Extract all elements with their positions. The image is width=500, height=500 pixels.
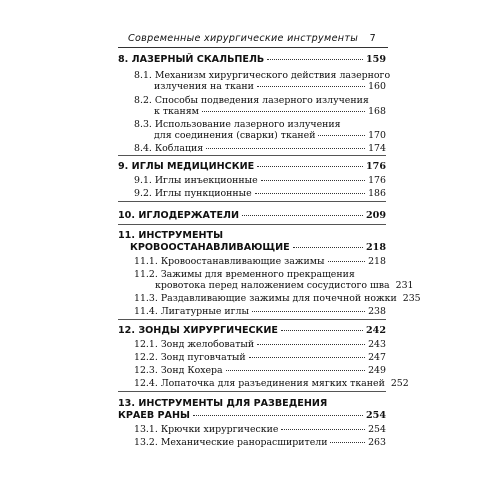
toc-entry-8-1-line1[interactable]: 8.1. Механизм хирургического действия лазерного bbox=[134, 70, 391, 81]
toc-chapter-9[interactable]: 9. ИГЛЫ МЕДИЦИНСКИЕ 176 bbox=[118, 161, 386, 172]
toc-chapter-11[interactable]: КРОВООСТАНАВЛИВАЮЩИЕ 218 bbox=[130, 242, 386, 253]
toc-entry-13-2[interactable]: 13.2. Механические ранорасширители 263 bbox=[134, 437, 386, 448]
toc-entry-8-3-line1[interactable]: 8.3. Использование лазерного излучения bbox=[134, 119, 341, 130]
section-divider bbox=[118, 319, 386, 320]
toc-entry-8-2[interactable]: к тканям 168 bbox=[154, 106, 386, 117]
toc-entry-11-2[interactable]: кровотока перед наложением сосудистого шва 231 bbox=[155, 280, 414, 291]
toc-entry-12-2[interactable]: 12.2. Зонд пуговчатый 247 bbox=[134, 352, 386, 363]
toc-entry-11-2-line1[interactable]: 11.2. Зажимы для временного прекращения bbox=[134, 269, 355, 280]
toc-chapter-13-line1[interactable]: 13. ИНСТРУМЕНТЫ ДЛЯ РАЗВЕДЕНИЯ bbox=[118, 398, 328, 409]
toc-entry-11-1[interactable]: 11.1. Кровоостанавливающие зажимы 218 bbox=[134, 256, 386, 267]
section-divider bbox=[118, 224, 386, 225]
toc-entry-11-3[interactable]: 11.3. Раздавливающие зажимы для почечной ножки 235 bbox=[134, 293, 421, 304]
running-head-title: Современные хирургические инструменты bbox=[128, 33, 359, 44]
toc-chapter-13[interactable]: КРАЕВ РАНЫ 254 bbox=[118, 410, 386, 421]
toc-chapter-8[interactable]: 8. ЛАЗЕРНЫЙ СКАЛЬПЕЛЬ 159 bbox=[118, 54, 386, 65]
toc-entry-11-4[interactable]: 11.4. Лигатурные иглы 238 bbox=[134, 306, 386, 317]
toc-chapter-10[interactable]: 10. ИГЛОДЕРЖАТЕЛИ 209 bbox=[118, 210, 386, 221]
toc-entry-9-2[interactable]: 9.2. Иглы пункционные 186 bbox=[134, 188, 386, 199]
toc-entry-8-3[interactable]: для соединения (сварки) тканей 170 bbox=[154, 130, 386, 141]
toc-entry-13-1[interactable]: 13.1. Крючки хирургические 254 bbox=[134, 424, 386, 435]
header-rule bbox=[118, 47, 388, 48]
toc-entry-9-1[interactable]: 9.1. Иглы инъекционные 176 bbox=[134, 175, 386, 186]
toc-entry-8-4[interactable]: 8.4. Коблация 174 bbox=[134, 143, 386, 154]
toc-entry-12-4[interactable]: 12.4. Лопаточка для разъединения мягких тканей 252 bbox=[134, 378, 409, 389]
section-divider bbox=[118, 391, 386, 392]
section-divider bbox=[118, 155, 386, 156]
toc-entry-12-3[interactable]: 12.3. Зонд Кохера 249 bbox=[134, 365, 386, 376]
toc-entry-8-2-line1[interactable]: 8.2. Способы подведения лазерного излучения bbox=[134, 95, 369, 106]
toc-entry-12-1[interactable]: 12.1. Зонд желобоватый 243 bbox=[134, 339, 386, 350]
page-number: 7 bbox=[369, 33, 376, 44]
toc-chapter-12[interactable]: 12. ЗОНДЫ ХИРУРГИЧЕСКИЕ 242 bbox=[118, 325, 386, 336]
section-divider bbox=[118, 201, 386, 202]
toc-chapter-11-line1[interactable]: 11. ИНСТРУМЕНТЫ bbox=[118, 230, 224, 241]
running-head bbox=[118, 33, 386, 51]
toc-entry-8-1[interactable]: излучения на ткани 160 bbox=[154, 81, 386, 92]
